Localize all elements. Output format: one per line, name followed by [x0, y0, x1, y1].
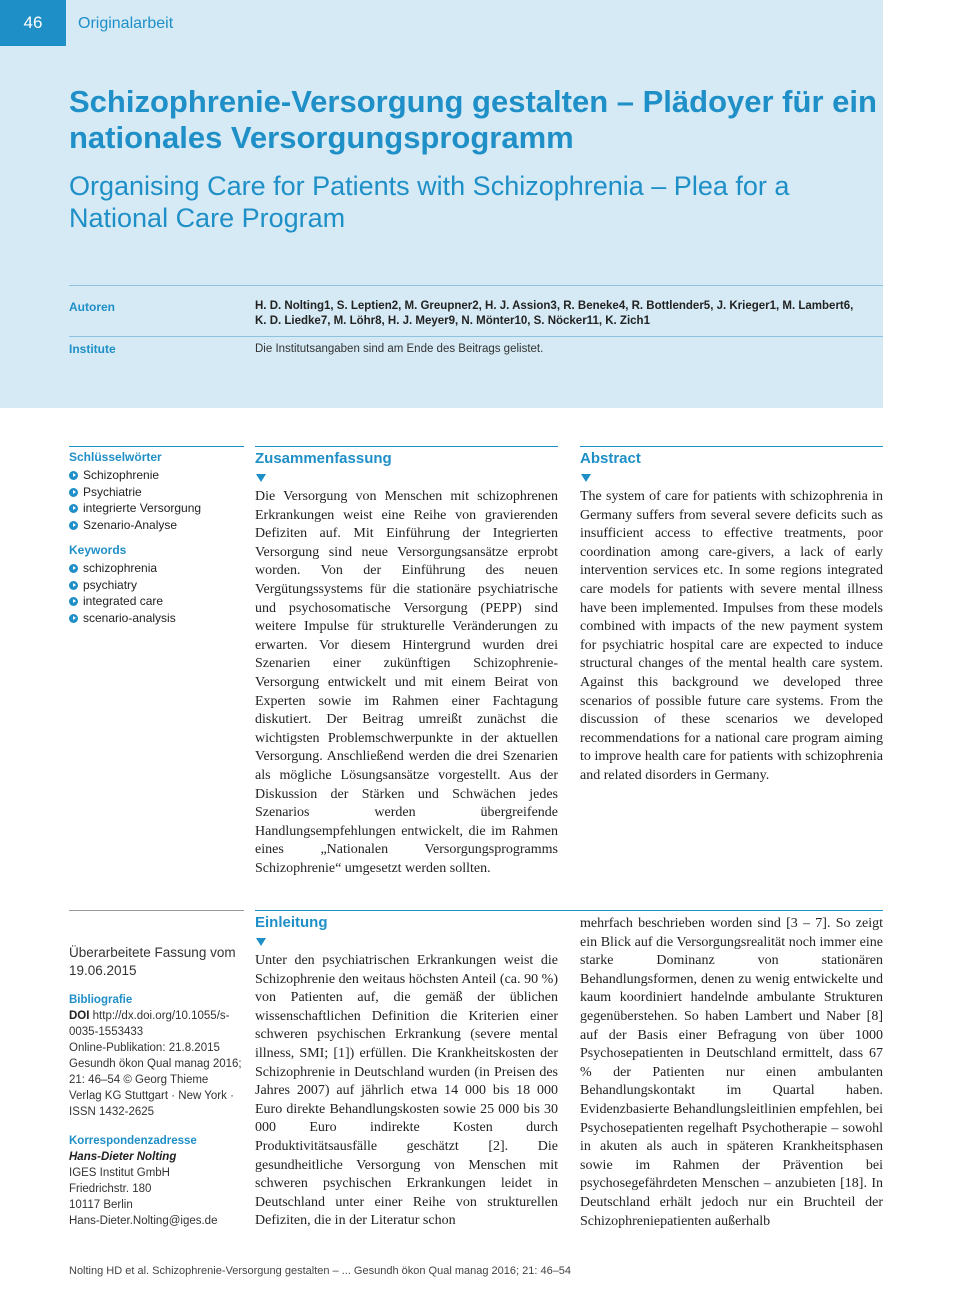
correspondence-street: Friedrichstr. 180: [69, 1183, 152, 1195]
doi-line: DOI http://dx.doi.org/10.1055/s-0035-1553433: [69, 1010, 230, 1038]
bullet-arrow-icon: [69, 504, 78, 513]
keywords-german: [69, 450, 239, 534]
correspondence-org: IGES Institut GmbH: [69, 1167, 170, 1179]
bullet-arrow-icon: [69, 597, 78, 606]
keywords-rule: [69, 446, 244, 447]
bibliography: [69, 992, 244, 1120]
meta-divider: [69, 336, 883, 337]
keyword-item: Schizophrenie: [69, 467, 239, 484]
header-divider: [69, 285, 883, 286]
abstract-rule: [580, 446, 883, 447]
keyword-item: Szenario-Analyse: [69, 517, 239, 534]
bullet-arrow-icon: [69, 581, 78, 590]
authors: [255, 299, 865, 329]
zusammenfassung-rule: [255, 446, 558, 447]
bullet-arrow-icon: [69, 614, 78, 623]
revised-date: Überarbeitete Fassung vom 19.06.2015: [69, 945, 236, 978]
keywords-english-heading: Keywords: [69, 543, 127, 557]
correspondence-city: 10117 Berlin: [69, 1199, 133, 1211]
einleitung-rule: [255, 910, 883, 911]
keyword-item: scenario-analysis: [69, 610, 239, 627]
keyword-item: Psychiatrie: [69, 484, 239, 501]
title-english: Organising Care for Patients with Schizophrenia – Plea for a National Care Program: [69, 171, 790, 233]
title-german: Schizophrenie-Versorgung gestalten – Plädoyer für ein nationales Versorgungsprogramm: [69, 84, 877, 155]
institutes-text: Die Institutsangaben sind am Ende des Beitrags gelistet.: [255, 343, 544, 355]
keywords-english: [69, 543, 239, 627]
authors-label: Autoren: [69, 300, 115, 314]
bullet-arrow-icon: [69, 521, 78, 530]
einleitung-text-col1: Unter den psychiatrischen Erkrankungen weist die Schizophrenie den weitaus höchsten Anteil (ca. 90 %) von Patienten auf, die gemäß der üblichen wissenschaftlichen Definition die Kriterien einer schweren psychischen Erkrankung (severe mental illness, SMI; [1]) erfüllen. Die Krankheitskosten der Schizophrenie in Deutschland wurden (in Preisen des Jahres 2007) auf jährlich etwa 14 000 bis 18 000 Euro direkte Behandlungskosten sowie 25 000 bis 30 000 Euro indirekte Kosten durch Produktivitätsausfälle geschätzt [2]. Die gesundheitliche Versorgung von Menschen mit schweren psychischen Erkrankungen leidet in Deutschland unter einer Reihe von strukturellen Defiziten, die in der Literatur schon: [255, 953, 558, 1229]
triangle-down-icon: [256, 938, 266, 946]
einleitung-heading: Einleitung: [255, 914, 328, 931]
bullet-arrow-icon: [69, 564, 78, 573]
page-footer: Nolting HD et al. Schizophrenie-Versorgung gestalten – ... Gesundh ökon Qual manag 2016; 21: 46–54: [69, 1265, 572, 1277]
correspondence-email[interactable]: Hans-Dieter.Nolting@iges.de: [69, 1215, 218, 1227]
zusammenfassung-text: Die Versorgung von Menschen mit schizophrenen Erkrankungen weist eine Reihe von gravierenden Defiziten auf. Mit Einführung der Integrierten Versorgung sind neue Versorgungsansätze erprobt worden. Von der Einführung des neuen Vergütungssystems für die stationäre psychiatrische und psychosomatische Versorgung (PEPP) sind weitere Impulse für strukturelle Veränderungen zu erwarten. Vor diesem Hintergrund wurden drei Szenarien einer zukünftigen Schizophrenie-Versorgung entwickelt und mit einem Beirat von Experten sowie im Rahmen einer Fachtagung diskutiert. Der Beitrag umreißt zunächst die wichtigsten Problemschwerpunkte in der aktuellen Versorgung. Anschließend werden die drei Szenarien als mögliche Lösungsansätze vorgestellt. Aus der Diskussion der Stärken und Schwächen jedes Szenarios werden übergreifende Handlungsempfehlungen entwickelt, die im Rahmen eines „Nationalen Versorgungsprogramms Schizophrenie“ umgesetzt werden sollten.: [255, 489, 558, 876]
einleitung-text-col2: mehrfach beschrieben worden sind [3 – 7]. So zeigt ein Blick auf die Versorgungsrealität noch immer eine starke Dominanz von stationären Behandlungsformen, denen zu wenig entwickelte und kaum koordiniert handelnde ambulante Strukturen gegenüberstehen. So haben Lambert und Naber [8] auf der Basis einer Befragung von über 1000 Psychosepatienten in Deutschland ermittelt, dass 67 % der Patienten nur einen ambulanten Behandlungskontakt im Quartal haben. Evidenzbasierte Behandlungsleitlinien empfehlen, bei Psychosepatienten regelhaft Psychotherapie – sowohl in akuten als auch in späteren Krankheitsphasen sowie im Rahmen der Prävention bei psychosegefährdeten Menschen – anzubieten [18]. In Deutschland erhält jedoch nur ein Bruchteil der Schizophreniepatienten außerhalb: [580, 916, 883, 1229]
article-info-rule: [69, 910, 244, 911]
abstract-heading: Abstract: [580, 450, 641, 467]
correspondence-label: Korrespondenzadresse: [69, 1135, 197, 1147]
zusammenfassung-heading: Zusammenfassung: [255, 450, 392, 467]
triangle-down-icon: [581, 474, 591, 482]
bullet-arrow-icon: [69, 488, 78, 497]
institutes-label: Institute: [69, 342, 116, 356]
keyword-item: integrierte Versorgung: [69, 500, 239, 517]
authors-line-1: H. D. Nolting1, S. Leptien2, M. Greupner2, H. J. Assion3, R. Beneke4, R. Bottlender5, J. Krieger1, M. Lambert6,: [255, 300, 854, 312]
authors-line-2: K. D. Liedke7, M. Löhr8, H. J. Meyer9, N. Mönter10, S. Nöcker11, K. Zich1: [255, 315, 650, 327]
bullet-arrow-icon: [69, 471, 78, 480]
keyword-item: integrated care: [69, 593, 239, 610]
triangle-down-icon: [256, 474, 266, 482]
keyword-item: psychiatry: [69, 577, 239, 594]
bibliography-label: Bibliografie: [69, 994, 133, 1006]
correspondence: [69, 1133, 244, 1229]
abstract-text: The system of care for patients with schizophrenia in Germany suffers from several severe deficits such as insufficient access to effective treatments, poor coordination among care-givers, a lack of early intervention services etc. In some regions integrated care models for patients with severe mental illness have been implemented. Impulses from these models combined with impacts of the new payment system for psychiatric hospital care are expected to induce structural changes of the mental health care system. Against this background we developed three scenarios of possible future care systems. From the discussion of these scenarios we developed recommendations for a national care program aiming to improve health care for patients with schizophrenia and related disorders in Germany.: [580, 489, 883, 783]
correspondence-name: Hans-Dieter Nolting: [69, 1151, 177, 1163]
keyword-item: schizophrenia: [69, 560, 239, 577]
keywords-german-heading: Schlüsselwörter: [69, 450, 162, 464]
bibliography-text: Online-Publikation: 21.8.2015 Gesundh ökon Qual manag 2016; 21: 46–54 © Georg Thieme Verlag KG Stuttgart · New York · ISSN 1432-2625: [69, 1042, 242, 1118]
page-number: 46: [0, 0, 66, 46]
section-label: Originalarbeit: [78, 15, 174, 32]
